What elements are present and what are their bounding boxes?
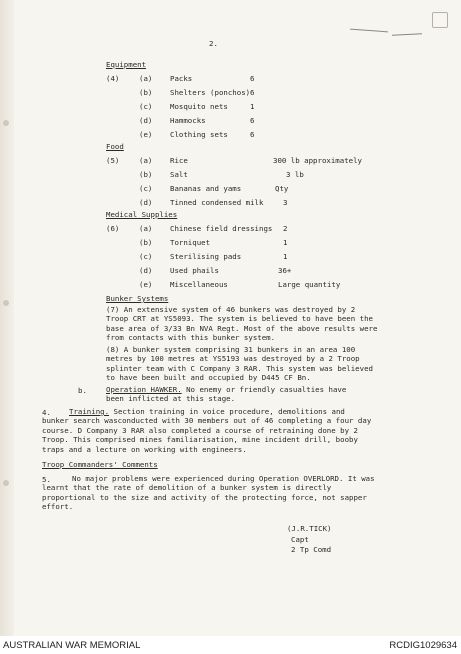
signature-role: 2 Tp Comd [291, 545, 332, 554]
item-qty: 6 [250, 130, 255, 139]
item-letter: (b) [139, 170, 153, 179]
page-number: 2. [209, 39, 218, 48]
archive-reference: RCDIG1029634 [389, 640, 457, 651]
item-name: Used phails [170, 266, 219, 275]
hawker-text: No enemy or friendly casualties have been inflicted at this stage. [106, 385, 347, 404]
signature-rank: Capt [291, 535, 309, 544]
item-name: Torniquet [170, 238, 211, 247]
item-letter: (a) [139, 74, 153, 83]
training-text: Section training in voice procedure, demolitions and bunker search wasconducted with 30 members out of 46 completing a four day course. D Company 3 RAR also completed a course of retraining done by 2 Troop. This comprised mines familiarisation, mine incident drill, booby traps and a lecture on working with engineers. [42, 407, 372, 454]
medical-heading: Medical Supplies [106, 210, 178, 219]
training-paragraph [42, 407, 372, 454]
item-letter: (b) [139, 88, 153, 97]
corner-stamp-icon [432, 12, 448, 28]
archive-footer [0, 636, 461, 654]
item-qty: 6 [250, 116, 255, 125]
item-name: Clothing sets [170, 130, 228, 139]
item-qty: 36+ [278, 266, 292, 275]
item-letter: (a) [139, 224, 153, 233]
item-letter: (c) [139, 102, 153, 111]
training-number: 4. [42, 408, 51, 417]
item-letter: (d) [139, 116, 153, 125]
binding-edge [0, 0, 14, 636]
food-heading: Food [106, 142, 124, 151]
hawker-paragraph [106, 385, 366, 404]
training-title: Training. [69, 407, 110, 416]
item-letter: (c) [139, 252, 153, 261]
item-letter: (a) [139, 156, 153, 165]
item-qty: 1 [283, 238, 288, 247]
item-name: Sterilising pads [170, 252, 242, 261]
signature-name: (J.R.TICK) [287, 524, 332, 533]
item-qty: 2 [283, 224, 288, 233]
item-qty: Large quantity [278, 280, 341, 289]
item-name: Bananas and yams [170, 184, 242, 193]
hawker-title: Operation HAWKER. [106, 385, 182, 394]
hawker-label: b. [78, 386, 87, 395]
item-name: Mosquito nets [170, 102, 228, 111]
item-name: Packs [170, 74, 193, 83]
pen-mark [392, 33, 422, 36]
item-name: Rice [170, 156, 188, 165]
bunker-paragraph-7: (7) An extensive system of 46 bunkers was destroyed by 2 Troop CRT at YS5093. The system is believed to have been the base area of 3/33 Bn NVA Regt. Most of the above results were from contacts with this bunker system. [106, 305, 378, 343]
item-name: Salt [170, 170, 188, 179]
punch-hole [3, 480, 9, 486]
comments-number: 5. [42, 475, 51, 484]
comments-heading: Troop Commanders' Comments [42, 460, 158, 469]
item-letter: (b) [139, 238, 153, 247]
comments-paragraph: No major problems were experienced during Operation OVERLORD. It was learnt that the rate of demolition of a bunker system is directly proportional to the size and activity of the protecting force, not sapper effort. [42, 474, 375, 512]
item-letter: (e) [139, 130, 153, 139]
pen-mark [350, 29, 388, 33]
item-qty: 3 lb [286, 170, 304, 179]
item-qty: 3 [283, 198, 288, 207]
item-qty: 6 [250, 88, 255, 97]
equipment-heading: Equipment [106, 60, 147, 69]
item-number: (5) [106, 156, 120, 165]
item-name: Hammocks [170, 116, 206, 125]
item-name: Miscellaneous [170, 280, 228, 289]
item-name: Shelters (ponchos) [170, 88, 251, 97]
item-qty: Qty [275, 184, 289, 193]
punch-hole [3, 300, 9, 306]
item-number: (6) [106, 224, 120, 233]
item-qty: 300 lb approximately [273, 156, 362, 165]
archive-name: AUSTRALIAN WAR MEMORIAL [3, 640, 141, 651]
item-number: (4) [106, 74, 120, 83]
punch-hole [3, 120, 9, 126]
item-name: Tinned condensed milk [170, 198, 264, 207]
item-qty: 1 [250, 102, 255, 111]
item-letter: (d) [139, 198, 153, 207]
item-qty: 6 [250, 74, 255, 83]
item-letter: (e) [139, 280, 153, 289]
item-letter: (c) [139, 184, 153, 193]
item-qty: 1 [283, 252, 288, 261]
item-name: Chinese field dressings [170, 224, 273, 233]
bunker-heading: Bunker Systems [106, 294, 169, 303]
item-letter: (d) [139, 266, 153, 275]
bunker-paragraph-8: (8) A bunker system comprising 31 bunkers in an area 100 metres by 100 metres at YS5193 was destroyed by a 2 Troop splinter team with C Company 3 RAR. This system was believed to have been built and occupied by D445 CF Bn. [106, 345, 373, 383]
